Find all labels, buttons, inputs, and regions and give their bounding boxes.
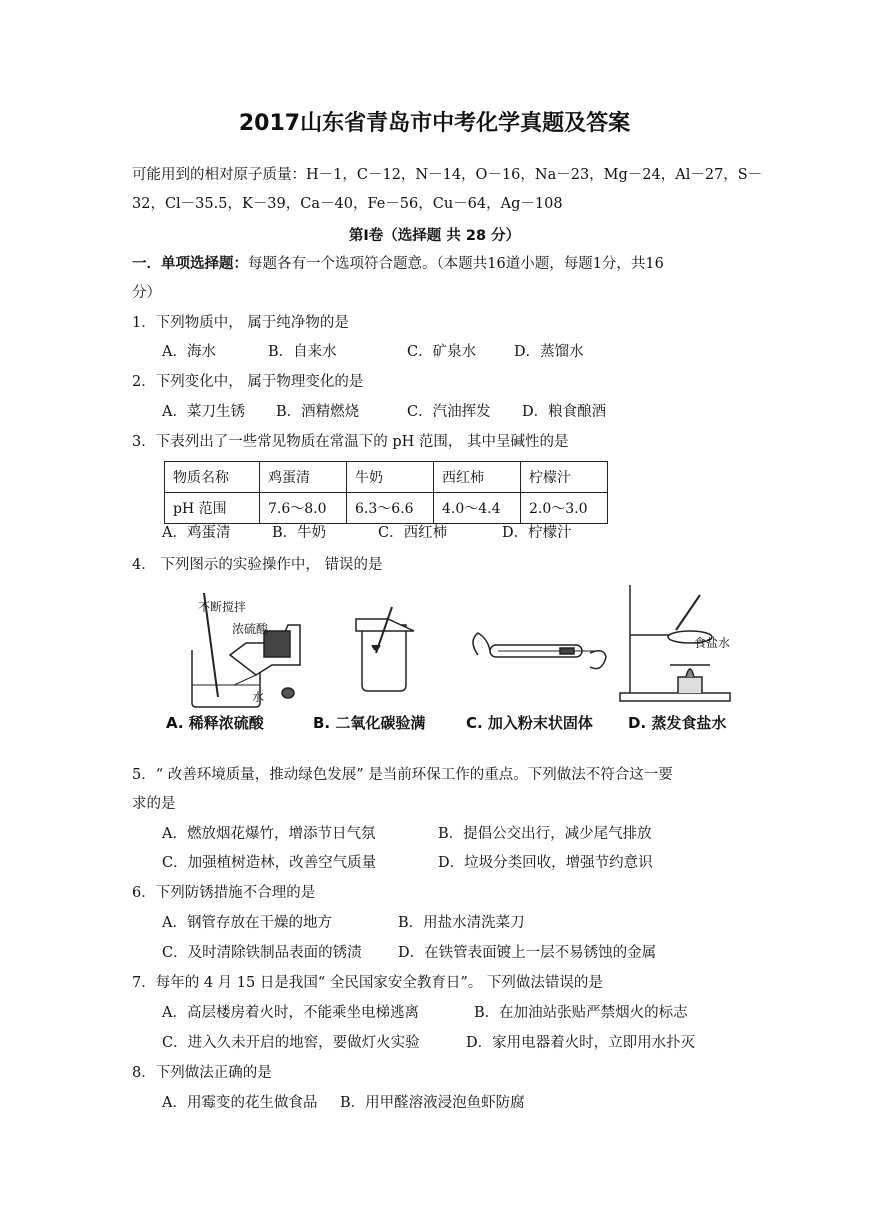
atomic-mass-line-2: 32，Cl－35.5，K－39，Ca－40，Fe－56，Cu－64，Ag－108 (132, 196, 563, 212)
table-cell: 物质名称 (165, 462, 260, 493)
q3-stem: 3．下表列出了一些常见物质在常温下的 pH 范围， 其中呈碱性的是 (132, 434, 569, 450)
page-title: 2017山东省青岛市中考化学真题及答案 (238, 111, 631, 136)
part1-text: 每题各有一个选项符合题意。（本题共16道小题，每题1分，共16 (248, 256, 664, 272)
table-row (165, 462, 608, 493)
q6-option-b: B．用盐水清洗菜刀 (398, 915, 525, 931)
table-cell: 牛奶 (347, 462, 434, 493)
table-cell: 鸡蛋清 (260, 462, 347, 493)
label-concentrated-acid: 浓硫酸 (232, 622, 269, 636)
q1-option-a: A．海水 (162, 344, 216, 360)
caption-c: C. 加入粉末状固体 (466, 714, 593, 732)
q4-stem: 4． 下列图示的实验操作中， 错误的是 (132, 557, 383, 573)
q6-option-d: D．在铁管表面镀上一层不易锈蚀的金属 (398, 945, 657, 961)
q2-option-c: C．汽油挥发 (407, 404, 491, 420)
q7-option-c: C．进入久未开启的地窖，要做灯火实验 (162, 1035, 420, 1051)
q2-option-b: B．酒精燃烧 (276, 404, 360, 420)
table-cell: 柠檬汁 (521, 462, 608, 493)
q5-stem-line-1: 5．“ 改善环境质量，推动绿色发展” 是当前环保工作的重点。下列做法不符合这一要 (132, 767, 673, 783)
label-salt-water: 食盐水 (694, 636, 731, 650)
q5-option-a: A．燃放烟花爆竹，增添节日气氛 (162, 826, 376, 842)
q7-stem: 7．每年的 4 月 15 日是我国“ 全民国家安全教育日”。 下列做法错误的是 (132, 975, 603, 991)
q2-option-d: D．粮食酿酒 (522, 404, 607, 420)
table-row (165, 493, 608, 524)
q8-stem: 8．下列做法正确的是 (132, 1065, 272, 1081)
q6-option-c: C．及时清除铁制品表面的锈渍 (162, 945, 362, 961)
part1-instruction-cont: 分） (132, 285, 161, 301)
q6-option-a: A．钢管存放在干燥的地方 (162, 915, 332, 931)
q2-option-a: A．菜刀生锈 (162, 404, 245, 420)
label-stir: 不断搅拌 (198, 600, 247, 614)
q5-option-d: D．垃圾分类回收，增强节约意识 (438, 855, 653, 871)
section-title: 第Ⅰ卷（选择题 共 28 分） (348, 228, 521, 244)
q5-option-b: B．提倡公交出行，减少尾气排放 (438, 826, 652, 842)
table-cell: 4.0～4.4 (434, 493, 521, 524)
q7-option-a: A．高层楼房着火时，不能乘坐电梯逃离 (162, 1005, 419, 1021)
part1-label: 一．单项选择题： (132, 256, 248, 272)
q3-option-d: D．柠檬汁 (502, 525, 572, 541)
figure-c-add-powder (473, 633, 606, 669)
q1-stem: 1．下列物质中， 属于纯净物的是 (132, 315, 349, 331)
table-cell: pH 范围 (165, 493, 260, 524)
q1-option-d: D．蒸馏水 (514, 344, 584, 360)
q3-option-a: A．鸡蛋清 (162, 525, 231, 541)
caption-d: D. 蒸发食盐水 (628, 714, 727, 732)
table-cell: 2.0～3.0 (521, 493, 608, 524)
caption-b: B. 二氧化碳验满 (313, 714, 426, 732)
q1-option-b: B．自来水 (268, 344, 337, 360)
q7-option-d: D．家用电器着火时，立即用水扑灭 (466, 1035, 696, 1051)
table-cell: 7.6～8.0 (260, 493, 347, 524)
ph-table (164, 461, 608, 524)
part1-instruction (132, 254, 664, 274)
table-cell: 6.3～6.6 (347, 493, 434, 524)
q8-option-b: B．用甲醛溶液浸泡鱼虾防腐 (340, 1095, 525, 1111)
q5-stem-line-2: 求的是 (132, 796, 176, 812)
q3-option-b: B．牛奶 (272, 525, 327, 541)
q1-option-c: C．矿泉水 (407, 344, 477, 360)
q6-stem: 6．下列防锈措施不合理的是 (132, 885, 316, 901)
figure-b-co2-test (356, 607, 414, 691)
atomic-mass-line-1: 可能用到的相对原子质量：H－1，C－12，N－14，O－16，Na－23，Mg－24，Al－27，S－ (132, 167, 763, 183)
q3-option-c: C．西红柿 (378, 525, 448, 541)
q8-option-a: A．用霉变的花生做食品 (162, 1095, 318, 1111)
q2-stem: 2．下列变化中， 属于物理变化的是 (132, 374, 364, 390)
q7-option-b: B．在加油站张贴严禁烟火的标志 (474, 1005, 688, 1021)
caption-a: A. 稀释浓硫酸 (166, 714, 264, 732)
q5-option-c: C．加强植树造林，改善空气质量 (162, 855, 377, 871)
table-cell: 西红柿 (434, 462, 521, 493)
label-water: 水 (252, 690, 265, 704)
lab-figures (160, 585, 740, 710)
